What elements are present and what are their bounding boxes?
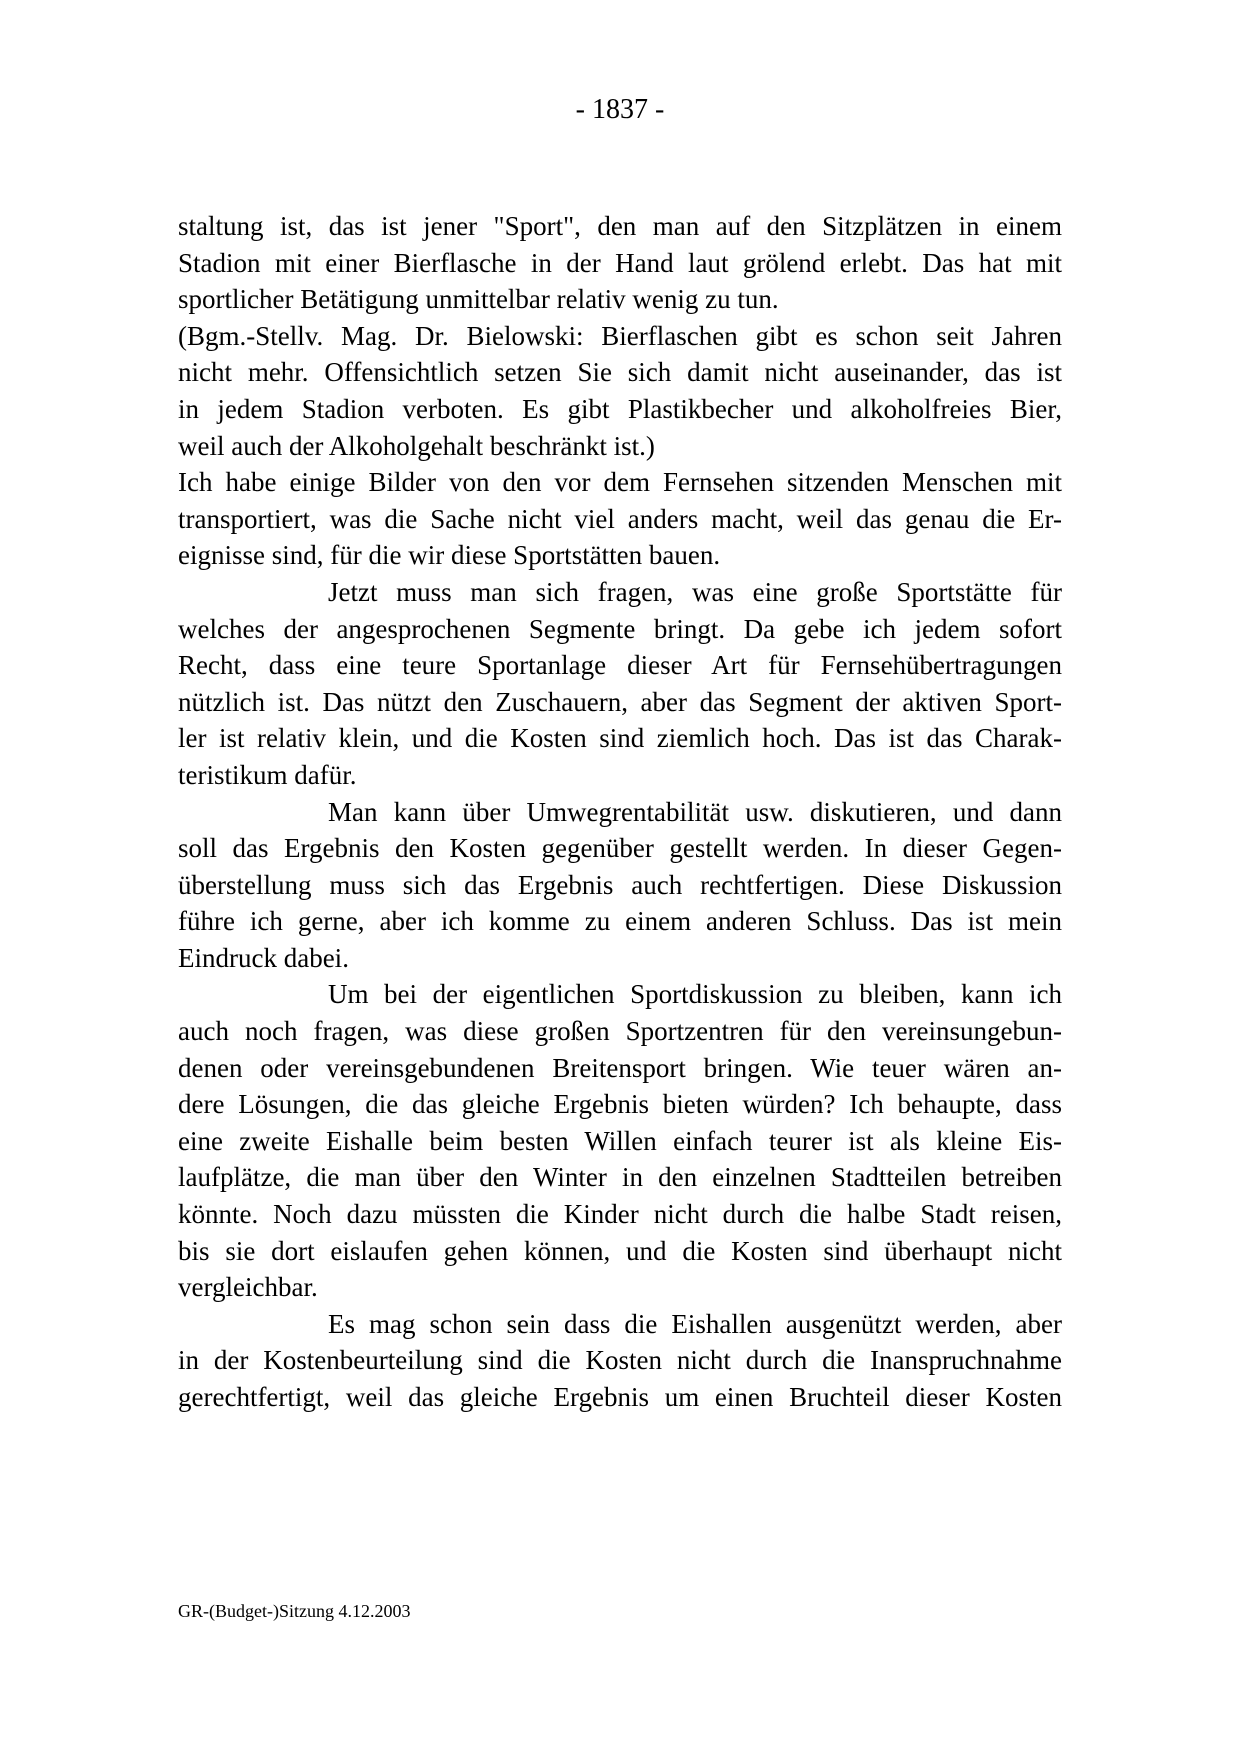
- text-line: laufplätze, die man über den Winter in den einzelnen Stadtteilen betreiben: [178, 1162, 1062, 1193]
- text-line: Eindruck dabei.: [178, 942, 349, 973]
- text-line: staltung ist, das ist jener "Sport", den man auf den Sitzplätzen in einem: [178, 211, 1062, 241]
- paragraph-first-line: Jetzt muss man sich fragen, was eine große Sportstätte für: [328, 576, 1062, 607]
- text-line: Ich habe einige Bilder von den vor dem Fernsehen sitzenden Menschen mit: [178, 467, 1062, 498]
- interjection-line: weil auch der Alkoholgehalt beschränkt ist.): [178, 430, 655, 461]
- paragraph-first-line: Es mag schon sein dass die Eishallen ausgenützt werden, aber: [328, 1308, 1062, 1339]
- text-line: führe ich gerne, aber ich komme zu einem anderen Schluss. Das ist mein: [178, 906, 1062, 937]
- text-line: könnte. Noch dazu müssten die Kinder nicht durch die halbe Stadt reisen,: [178, 1199, 1062, 1230]
- interjection-line: nicht mehr. Offensichtlich setzen Sie sich damit nicht auseinander, das ist: [178, 357, 1062, 388]
- text-line: Recht, dass eine teure Sportanlage dieser Art für Fernsehübertragungen: [178, 650, 1062, 681]
- text-line: soll das Ergebnis den Kosten gegenüber gestellt werden. In dieser Gegen-: [178, 833, 1062, 864]
- text-line: Stadion mit einer Bierflasche in der Hand laut grölend erlebt. Das hat mit: [178, 247, 1062, 278]
- interjection-line: (Bgm.-Stellv. Mag. Dr. Bielowski: Bierflaschen gibt es schon seit Jahren: [178, 320, 1062, 351]
- text-line: dere Lösungen, die das gleiche Ergebnis bieten würden? Ich behaupte, dass: [178, 1089, 1062, 1120]
- document-body: [178, 208, 1062, 1416]
- page-number: - 1837 -: [575, 94, 665, 125]
- text-line: sportlicher Betätigung unmittelbar relativ wenig zu tun.: [178, 284, 779, 315]
- text-line: eine zweite Eishalle beim besten Willen einfach teurer ist als kleine Eis-: [178, 1125, 1062, 1156]
- text-line: in der Kostenbeurteilung sind die Kosten nicht durch die Inanspruchnahme: [178, 1345, 1062, 1376]
- text-line: welches der angesprochenen Segmente bringt. Da gebe ich jedem sofort: [178, 613, 1062, 644]
- text-line: teristikum dafür.: [178, 759, 357, 790]
- text-line: ler ist relativ klein, und die Kosten sind ziemlich hoch. Das ist das Charak-: [178, 723, 1062, 754]
- paragraph-first-line: Um bei der eigentlichen Sportdiskussion zu bleiben, kann ich: [328, 979, 1062, 1010]
- text-line: überstellung muss sich das Ergebnis auch rechtfertigen. Diese Diskussion: [178, 869, 1062, 900]
- footer-session-label: GR-(Budget-)Sitzung 4.12.2003: [178, 1601, 411, 1621]
- text-line: auch noch fragen, was diese großen Sportzentren für den vereinsungebun-: [178, 1016, 1062, 1047]
- text-line: denen oder vereinsgebundenen Breitensport bringen. Wie teuer wären an-: [178, 1052, 1062, 1083]
- text-line: bis sie dort eislaufen gehen können, und die Kosten sind überhaupt nicht: [178, 1235, 1062, 1266]
- text-line: gerechtfertigt, weil das gleiche Ergebnis um einen Bruchteil dieser Kosten: [178, 1382, 1062, 1412]
- text-line: vergleichbar.: [178, 1272, 318, 1303]
- text-line: transportiert, was die Sache nicht viel anders macht, weil das genau die Er-: [178, 503, 1062, 534]
- text-line: nützlich ist. Das nützt den Zuschauern, aber das Segment der aktiven Sport-: [178, 686, 1062, 717]
- paragraph-first-line: Man kann über Umwegrentabilität usw. diskutieren, und dann: [328, 796, 1062, 827]
- interjection-line: in jedem Stadion verboten. Es gibt Plastikbecher und alkoholfreies Bier,: [178, 393, 1062, 424]
- text-line: eignisse sind, für die wir diese Sportstätten bauen.: [178, 540, 721, 571]
